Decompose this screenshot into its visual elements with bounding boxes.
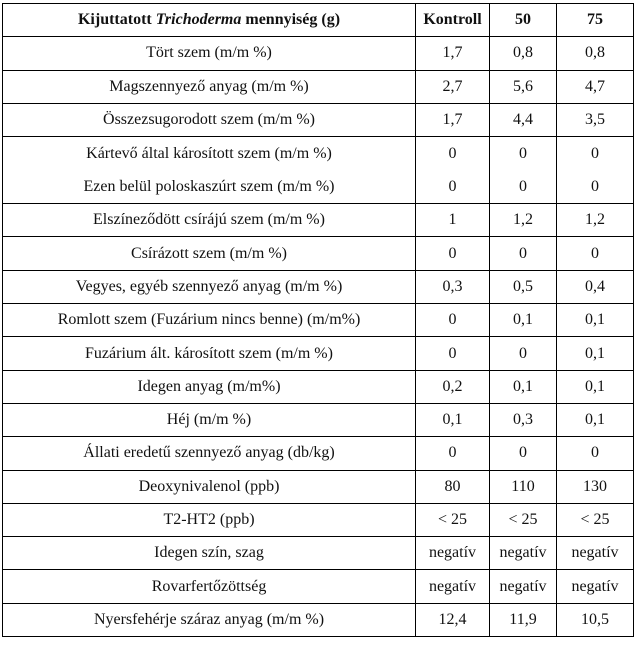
table-row — [3, 370, 634, 403]
cell-50: negatív — [490, 537, 557, 570]
cell-75: negatív — [557, 570, 634, 603]
cell-50-merged — [490, 137, 557, 204]
table-row — [3, 37, 634, 70]
row-label: T2-HT2 (ppb) — [3, 503, 416, 536]
cell-75: 10,5 — [557, 603, 634, 636]
grain-quality-table — [2, 3, 634, 637]
table-row — [3, 337, 634, 370]
cell-75: < 25 — [557, 503, 634, 536]
cell-kontroll: negatív — [416, 537, 490, 570]
cell-75: 0,8 — [557, 37, 634, 70]
table-row — [3, 403, 634, 436]
table-row — [3, 537, 634, 570]
cell-75: 0,1 — [557, 370, 634, 403]
row-label: Csírázott szem (m/m %) — [3, 237, 416, 270]
row-label: Állati eredetű szennyező anyag (db/kg) — [3, 437, 416, 470]
header-kontroll: Kontroll — [416, 4, 490, 37]
table-row — [3, 437, 634, 470]
header-label-suffix: mennyiség (g) — [241, 11, 341, 29]
cell-kontroll: 0,3 — [416, 270, 490, 303]
cell-50: 0 — [490, 337, 557, 370]
table-row — [3, 503, 634, 536]
cell-50: negatív — [490, 570, 557, 603]
cell-kontroll: 80 — [416, 470, 490, 503]
cell-75: 0 — [591, 178, 599, 196]
table-row-merged — [3, 137, 634, 204]
row-label: Idegen szín, szag — [3, 537, 416, 570]
cell-75: 0 — [591, 145, 599, 163]
row-label: Idegen anyag (m/m%) — [3, 370, 416, 403]
cell-75-merged — [557, 137, 634, 204]
table-row — [3, 204, 634, 237]
header-50: 50 — [490, 4, 557, 37]
cell-50: 0,1 — [490, 370, 557, 403]
table-row — [3, 603, 634, 636]
cell-50: 0 — [490, 437, 557, 470]
cell-kontroll: 0 — [416, 337, 490, 370]
cell-75: 0,1 — [557, 304, 634, 337]
cell-kontroll: 0 — [448, 145, 457, 163]
table-row — [3, 70, 634, 103]
cell-50: 110 — [490, 470, 557, 503]
cell-75: negatív — [557, 537, 634, 570]
cell-kontroll: 2,7 — [416, 70, 490, 103]
cell-50: 0,1 — [490, 304, 557, 337]
cell-75: 0,4 — [557, 270, 634, 303]
cell-75: 0,1 — [557, 337, 634, 370]
table-row — [3, 270, 634, 303]
cell-kontroll: 0 — [416, 437, 490, 470]
cell-75: 0 — [557, 237, 634, 270]
cell-50: 0 — [490, 237, 557, 270]
cell-50: 4,4 — [490, 103, 557, 136]
row-label: Nyersfehérje száraz anyag (m/m %) — [3, 603, 416, 636]
cell-50: 0,8 — [490, 37, 557, 70]
cell-75: 0,1 — [557, 403, 634, 436]
cell-50: 0,5 — [490, 270, 557, 303]
row-label: Kártevő által károsított szem (m/m %) — [86, 145, 332, 163]
row-label: Deoxynivalenol (ppb) — [3, 470, 416, 503]
cell-kontroll: 0,1 — [416, 403, 490, 436]
cell-kontroll: 12,4 — [416, 603, 490, 636]
header-row — [3, 4, 634, 37]
cell-50: 5,6 — [490, 70, 557, 103]
row-label: Vegyes, egyéb szennyező anyag (m/m %) — [3, 270, 416, 303]
header-label-italic: Trichoderma — [155, 11, 242, 29]
row-label: Romlott szem (Fuzárium nincs benne) (m/m%) — [3, 304, 416, 337]
row-label: Elszíneződött csírájú szem (m/m %) — [3, 204, 416, 237]
table-row — [3, 570, 634, 603]
row-label: Ezen belül poloskaszúrt szem (m/m %) — [83, 178, 335, 196]
cell-kontroll-merged — [416, 137, 490, 204]
cell-75: 4,7 — [557, 70, 634, 103]
cell-75: 3,5 — [557, 103, 634, 136]
header-75: 75 — [557, 4, 634, 37]
cell-75: 130 — [557, 470, 634, 503]
cell-50: 1,2 — [490, 204, 557, 237]
cell-50: 0 — [519, 145, 527, 163]
row-label: Összezsugorodott szem (m/m %) — [3, 103, 416, 136]
table-row — [3, 237, 634, 270]
cell-kontroll: 0 — [416, 237, 490, 270]
row-label: Magszennyező anyag (m/m %) — [3, 70, 416, 103]
row-label: Héj (m/m %) — [3, 403, 416, 436]
table-row — [3, 304, 634, 337]
cell-75: 0 — [557, 437, 634, 470]
header-parameter — [3, 4, 416, 37]
cell-kontroll: 1,7 — [416, 37, 490, 70]
row-label: Rovarfertőzöttség — [3, 570, 416, 603]
cell-50: < 25 — [490, 503, 557, 536]
cell-kontroll: 0 — [416, 304, 490, 337]
header-label-prefix: Kijuttatott — [77, 11, 156, 29]
cell-50: 11,9 — [490, 603, 557, 636]
cell-kontroll: 0 — [448, 178, 457, 196]
cell-kontroll: 1 — [416, 204, 490, 237]
cell-kontroll: negatív — [416, 570, 490, 603]
cell-50: 0 — [519, 178, 527, 196]
table-row — [3, 103, 634, 136]
cell-kontroll: < 25 — [416, 503, 490, 536]
row-label-merged — [3, 137, 416, 204]
cell-kontroll: 1,7 — [416, 103, 490, 136]
cell-kontroll: 0,2 — [416, 370, 490, 403]
table-row — [3, 470, 634, 503]
row-label: Tört szem (m/m %) — [3, 37, 416, 70]
cell-75: 1,2 — [557, 204, 634, 237]
cell-50: 0,3 — [490, 403, 557, 436]
row-label: Fuzárium ált. károsított szem (m/m %) — [3, 337, 416, 370]
